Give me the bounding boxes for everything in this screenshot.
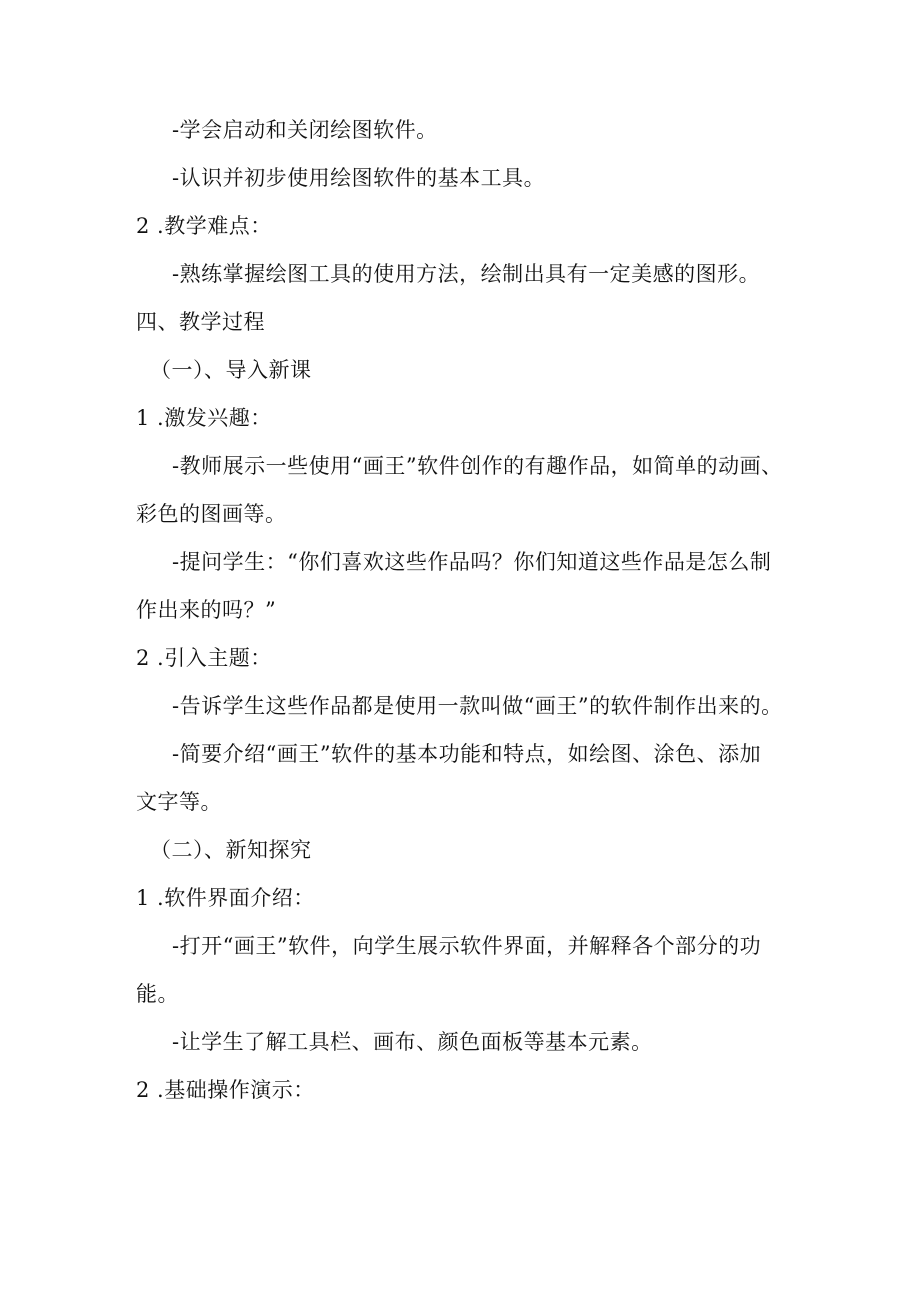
text-line: -告诉学生这些作品都是使用一款叫做“画王”的软件制作出来的。 <box>172 694 783 718</box>
subsection-heading: （一）、导入新课 <box>150 358 312 382</box>
numbered-heading: 2 .基础操作演示： <box>136 1078 315 1102</box>
text-line: -提问学生：“你们喜欢这些作品吗？你们知道这些作品是怎么制 <box>172 550 772 574</box>
text-line: -学会启动和关闭绘图软件。 <box>172 118 438 142</box>
text-line-continued: 作出来的吗？” <box>136 598 277 622</box>
text-line: -简要介绍“画王”软件的基本功能和特点，如绘图、涂色、添加 <box>172 742 762 766</box>
text-line-continued: 文字等。 <box>136 790 222 814</box>
text-line: -打开“画王”软件，向学生展示软件界面，并解释各个部分的功 <box>172 934 762 958</box>
text-line: -教师展示一些使用“画王”软件创作的有趣作品，如简单的动画、 <box>172 454 783 478</box>
text-line: -熟练掌握绘图工具的使用方法，绘制出具有一定美感的图形。 <box>172 262 761 286</box>
text-line: -认识并初步使用绘图软件的基本工具。 <box>172 166 546 190</box>
numbered-heading: 1 .激发兴趣： <box>136 406 272 430</box>
text-line-continued: 彩色的图画等。 <box>136 502 287 526</box>
subsection-heading: （二）、新知探究 <box>150 838 312 862</box>
text-line-continued: 能。 <box>136 982 179 1006</box>
numbered-heading: 1 .软件界面介绍： <box>136 886 315 910</box>
numbered-heading: 2 .教学难点： <box>136 214 272 238</box>
section-heading: 四、教学过程 <box>136 310 265 334</box>
text-line: -让学生了解工具栏、画布、颜色面板等基本元素。 <box>172 1030 653 1054</box>
numbered-heading: 2 .引入主题： <box>136 646 272 670</box>
